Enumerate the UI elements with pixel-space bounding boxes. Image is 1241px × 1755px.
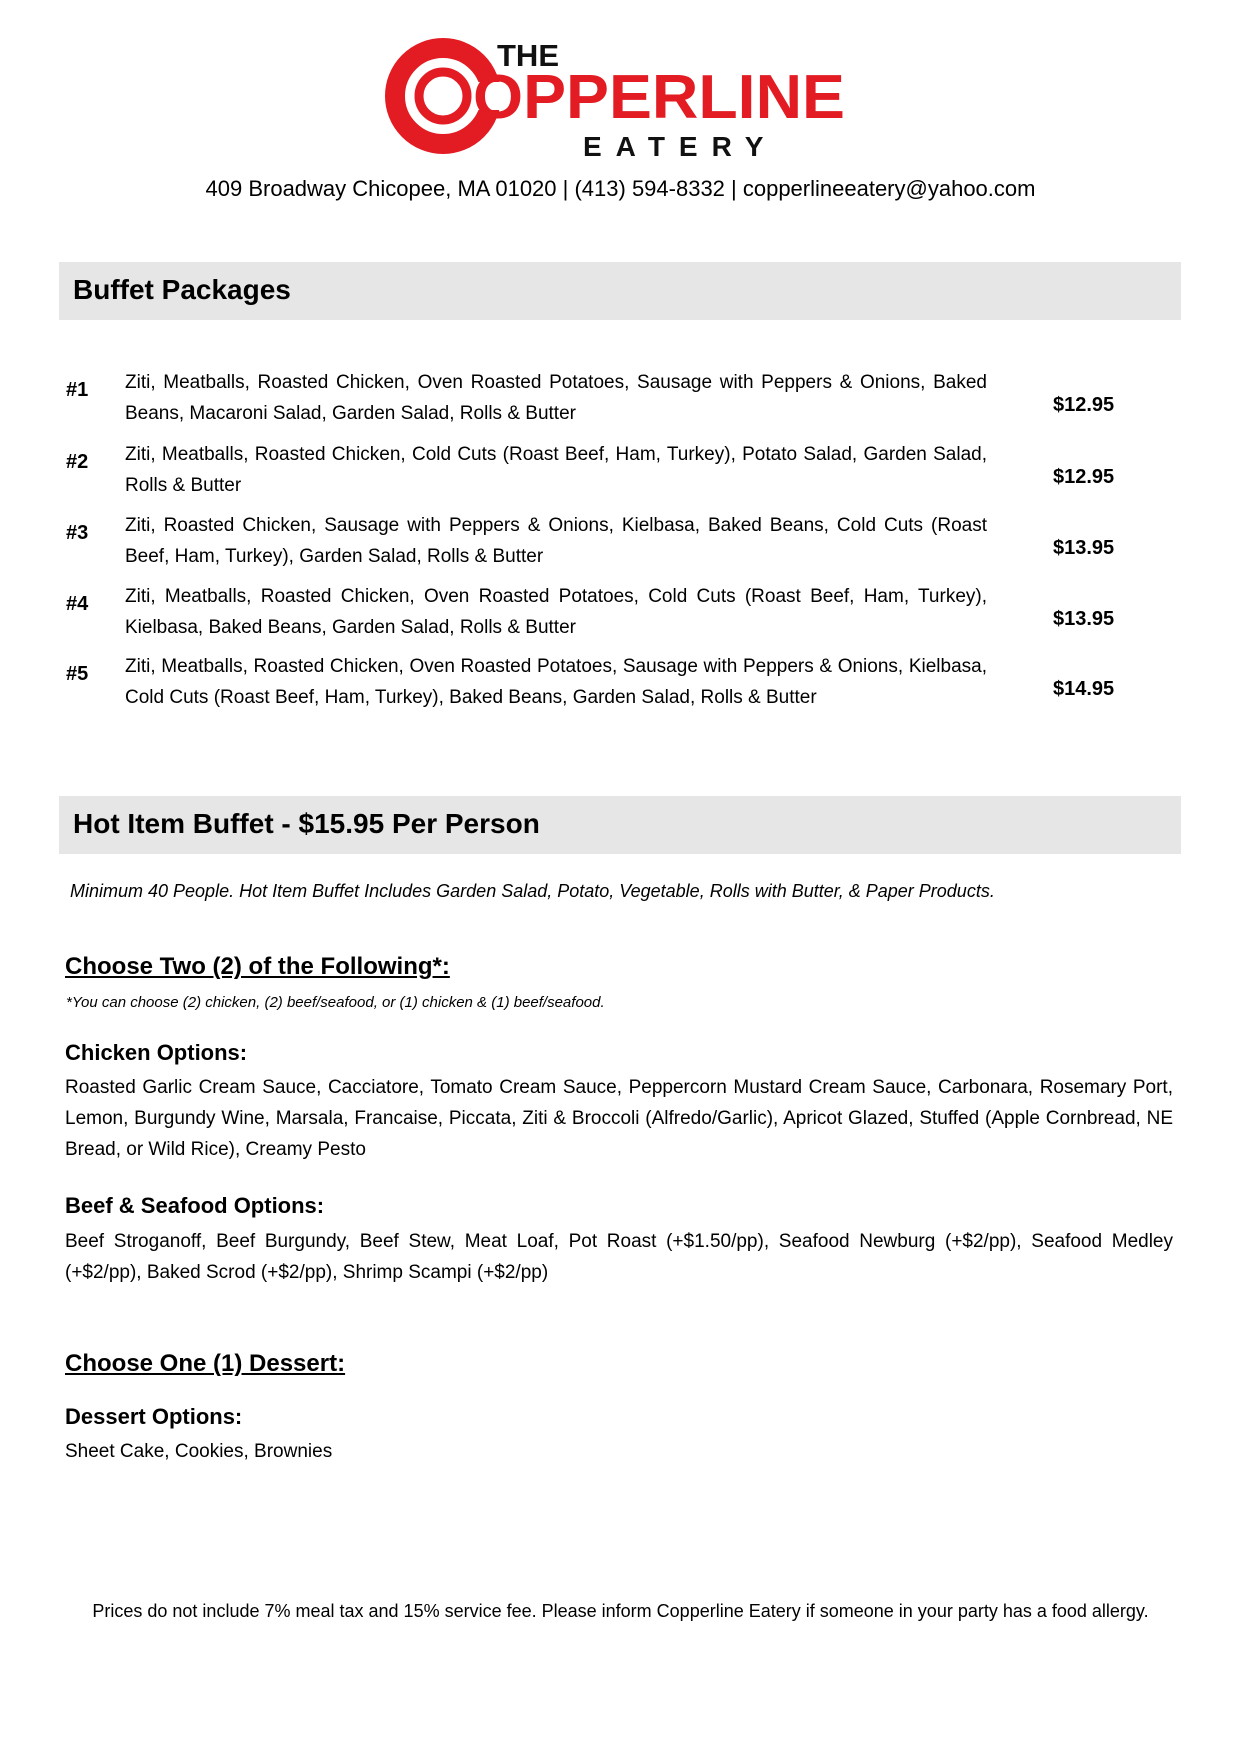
dessert-options-heading: Dessert Options:	[65, 1404, 243, 1429]
package-price: $13.95	[1053, 608, 1115, 630]
package-description: Ziti, Meatballs, Roasted Chicken, Oven Roasted Potatoes, Cold Cuts (Roast Beef, Ham, Turkey), Kielbasa, Baked Beans, Garden Salad, Rolls & Butter	[125, 586, 987, 638]
package-description: Ziti, Meatballs, Roasted Chicken, Oven Roasted Potatoes, Sausage with Peppers & Onions, Baked Beans, Macaroni Salad, Garden Salad, Rolls & Butter	[125, 372, 987, 424]
package-description: Ziti, Meatballs, Roasted Chicken, Oven Roasted Potatoes, Sausage with Peppers & Onions, Kielbasa, Cold Cuts (Roast Beef, Ham, Turkey), Baked Beans, Garden Salad, Rolls & Butter	[125, 656, 987, 708]
choose-two-note: *You can choose (2) chicken, (2) beef/seafood, or (1) chicken & (1) beef/seafood.	[66, 994, 605, 1011]
package-number: #3	[66, 522, 89, 544]
hot-item-header	[59, 796, 1181, 854]
package-price: $13.95	[1053, 537, 1115, 559]
package-price: $14.95	[1053, 678, 1115, 700]
package-description: Ziti, Roasted Chicken, Sausage with Peppers & Onions, Kielbasa, Baked Beans, Cold Cuts (Roast Beef, Ham, Turkey), Garden Salad, Rolls & Butter	[125, 515, 987, 567]
choose-dessert-heading: Choose One (1) Dessert:	[65, 1350, 346, 1377]
beef-seafood-list: Beef Stroganoff, Beef Burgundy, Beef Stew, Meat Loaf, Pot Roast (+$1.50/pp), Seafood Newburg (+$2/pp), Seafood Medley (+$2/pp), Baked Scrod (+$2/pp), Shrimp Scampi (+$2/pp)	[65, 1231, 1173, 1283]
pricing-footnote: Prices do not include 7% meal tax and 15% service fee. Please inform Copperline Eatery if someone in your party has a food allergy.	[92, 1601, 1149, 1621]
package-price: $12.95	[1053, 394, 1115, 416]
chicken-options-heading: Chicken Options:	[65, 1040, 248, 1065]
copperline-logo	[385, 30, 855, 162]
package-row	[0, 581, 1241, 641]
hot-item-title: Hot Item Buffet - $15.95 Per Person	[73, 808, 540, 839]
package-number: #4	[66, 593, 89, 615]
logo-word-main: OPPERLINE	[473, 63, 845, 132]
package-description: Ziti, Meatballs, Roasted Chicken, Cold Cuts (Roast Beef, Ham, Turkey), Potato Salad, Garden Salad, Rolls & Butter	[125, 444, 987, 496]
logo-word-bottom: EATERY	[583, 131, 778, 162]
dessert-options-list: Sheet Cake, Cookies, Brownies	[65, 1441, 333, 1462]
package-number: #2	[66, 451, 89, 473]
contact-address: 409 Broadway Chicopee, MA 01020 | (413) 594-8332 | copperlineeatery@yahoo.com	[205, 176, 1036, 201]
package-row	[0, 439, 1241, 499]
chicken-options-list: Roasted Garlic Cream Sauce, Cacciatore, Tomato Cream Sauce, Peppercorn Mustard Cream Sauce, Carbonara, Rosemary Port, Lemon, Burgundy Wine, Marsala, Francaise, Piccata, Ziti & Broccoli (Alfredo/Garlic), Apricot Glazed, Stuffed (Apple Cornbread, NE Bread, or Wild Rice), Creamy Pesto	[65, 1077, 1173, 1160]
beef-seafood-heading: Beef & Seafood Options:	[65, 1193, 325, 1218]
package-row	[0, 367, 1241, 427]
package-number: #1	[66, 379, 89, 401]
package-row	[0, 651, 1241, 711]
logo-word-top: THE	[497, 38, 559, 73]
buffet-packages-title: Buffet Packages	[73, 274, 291, 305]
package-row	[0, 510, 1241, 570]
buffet-packages-header	[59, 262, 1181, 320]
package-price: $12.95	[1053, 466, 1115, 488]
choose-two-heading: Choose Two (2) of the Following*:	[65, 953, 450, 980]
package-number: #5	[66, 663, 89, 685]
hot-item-note: Minimum 40 People. Hot Item Buffet Includes Garden Salad, Potato, Vegetable, Rolls with Butter, & Paper Products.	[70, 881, 995, 901]
